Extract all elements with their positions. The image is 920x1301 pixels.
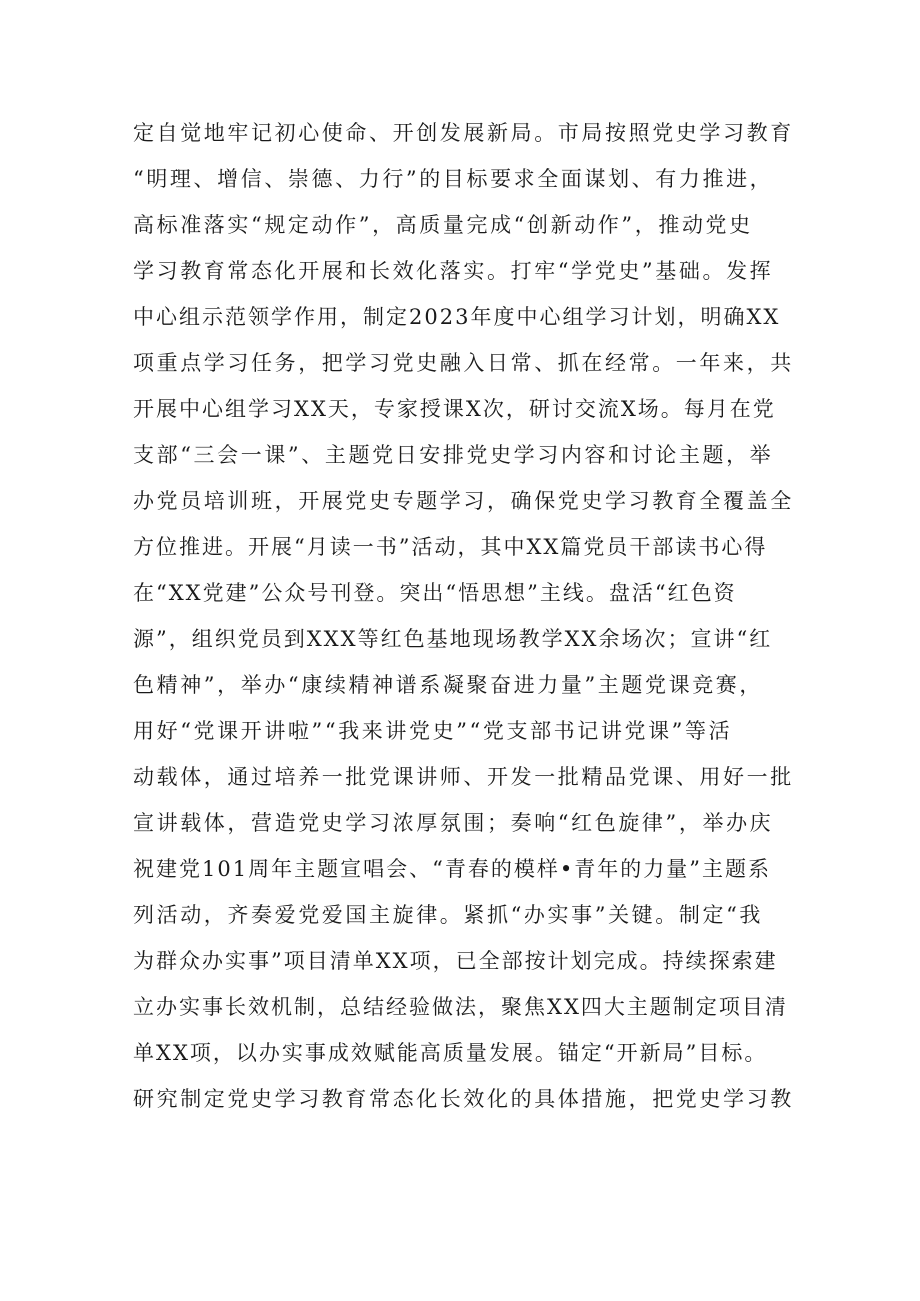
text-line: 用好“党课开讲啦”“我来讲党史”“党支部书记讲党课”等活 bbox=[133, 719, 733, 743]
text-line: 研究制定党史学习教育常态化长效化的具体措施，把党史学习教 bbox=[133, 1087, 794, 1111]
text-line: 高标准落实“规定动作”，高质量完成“创新动作”，推动党史 bbox=[133, 213, 753, 237]
text-line: 开展中心组学习XX天，专家授课X次，研讨交流X场。每月在党 bbox=[133, 397, 776, 421]
text-line: 宣讲载体，营造党史学习浓厚氛围；奏响“红色旋律”，举办庆 bbox=[133, 811, 774, 835]
text-line: 中心组示范领学作用，制定2023年度中心组学习计划，明确XX bbox=[133, 305, 781, 329]
text-line: 为群众办实事”项目清单XX项，已全部按计划完成。持续探索建 bbox=[133, 949, 778, 973]
text-line: 动载体，通过培养一批党课讲师、开发一批精品党课、用好一批 bbox=[133, 765, 794, 789]
text-line: 学习教育常态化开展和长效化落实。打牢“学党史”基础。发挥 bbox=[133, 259, 774, 283]
text-line: 单XX项，以办实事成效赋能高质量发展。锚定“开新局”目标。 bbox=[133, 1041, 768, 1065]
text-line: 列活动，齐奏爱党爱国主旋律。紧抓“办实事”关键。制定“我 bbox=[133, 903, 764, 927]
text-line: 立办实事长效机制，总结经验做法，聚焦XX四大主题制定项目清 bbox=[133, 995, 788, 1019]
text-line: 在“XX党建”公众号刊登。突出“悟思想”主线。盘活“红色资 bbox=[133, 581, 737, 605]
text-line: 色精神”，举办“康续精神谱系凝聚奋进力量”主题党课竞赛， bbox=[133, 673, 764, 697]
text-line: 源”，组织党员到XXX等红色基地现场教学XX余场次；宣讲“红 bbox=[133, 627, 773, 651]
text-line: 方位推进。开展“月读一书”活动，其中XX篇党员干部读书心得 bbox=[133, 535, 768, 559]
text-line: “明理、增信、崇德、力行”的目标要求全面谋划、有力推进， bbox=[133, 167, 774, 191]
text-line: 办党员培训班，开展党史专题学习，确保党史学习教育全覆盖全 bbox=[133, 489, 794, 513]
text-line: 定自觉地牢记初心使命、开创发展新局。市局按照党史学习教育 bbox=[133, 121, 794, 145]
text-line: 支部“三会一课”、主题党日安排党史学习内容和讨论主题，举 bbox=[133, 443, 774, 467]
text-line: 项重点学习任务，把学习党史融入日常、抓在经常。一年来，共 bbox=[133, 351, 794, 375]
text-line: 祝建党101周年主题宣唱会、“青春的模样•青年的力量”主题系 bbox=[133, 857, 771, 881]
body-paragraph bbox=[133, 110, 813, 1122]
